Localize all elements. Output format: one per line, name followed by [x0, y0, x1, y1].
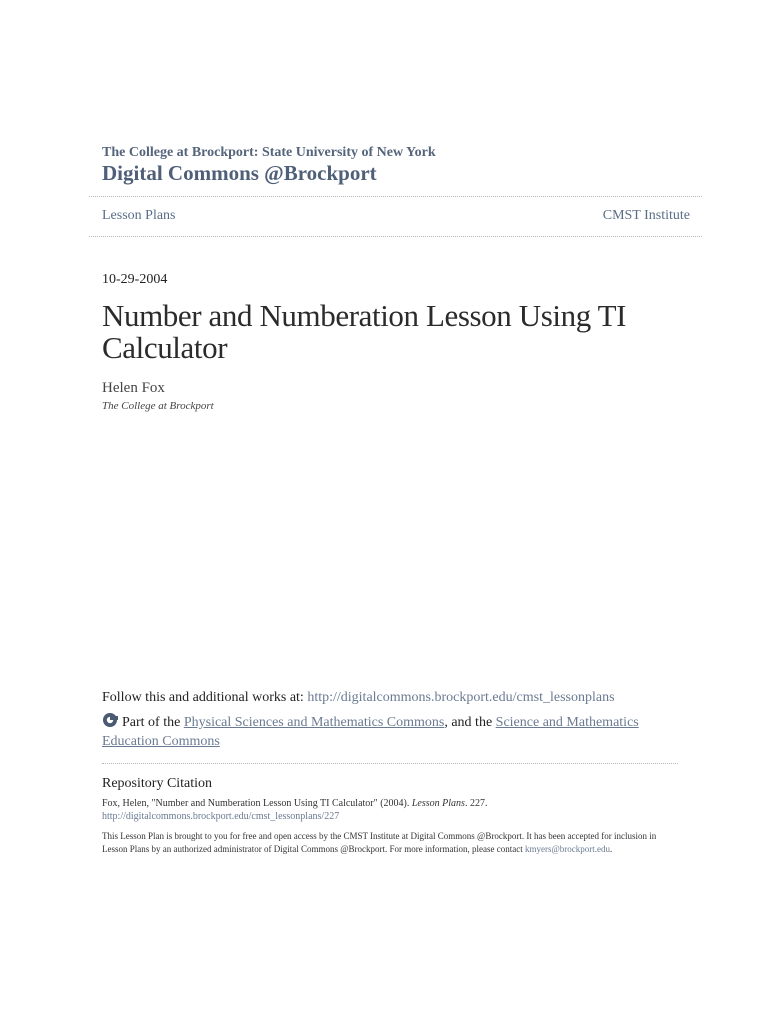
citation-series: Lesson Plans	[411, 798, 465, 809]
part-of-line	[102, 712, 662, 751]
access-notice	[102, 830, 682, 856]
publication-date: 10-29-2004	[102, 272, 168, 287]
repository-link[interactable]: Digital Commons @Brockport	[102, 161, 377, 185]
physical-sciences-commons-link[interactable]: Physical Sciences and Mathematics Commons	[183, 715, 445, 730]
citation-heading: Repository Citation	[102, 776, 213, 791]
contact-email-link[interactable]: kmyers@brockport.edu	[524, 844, 610, 854]
part-of-middle: , and the	[444, 715, 496, 730]
document-title: Number and Numberation Lesson Using TI Calculator	[102, 298, 627, 365]
series-link-cmst-institute[interactable]: CMST Institute	[602, 208, 690, 223]
divider-top	[89, 196, 702, 197]
collection-url-link[interactable]: http://digitalcommons.brockport.edu/cmst_lessonplans	[307, 690, 615, 705]
citation-block	[102, 797, 682, 823]
citation-url-link[interactable]: http://digitalcommons.brockport.edu/cmst_lessonplans/227	[102, 811, 340, 822]
notice-text: This Lesson Plan is brought to you for free and open access by the CMST Institute at Digital Commons @Brockport. It has been accepted for inclusion in Lesson Plans by an authorized administrator of Digital Commons @Brockport. For more information, please contact	[102, 831, 657, 854]
citation-text: Fox, Helen, "Number and Numberation Lesson Using TI Calculator" (2004).	[102, 798, 412, 809]
series-link-lesson-plans[interactable]: Lesson Plans	[102, 208, 176, 223]
institution-name: The College at Brockport: State University of New York	[102, 145, 436, 160]
citation-number: . 227.	[464, 798, 488, 809]
science-math-education-commons-link[interactable]: Science and Mathematics Education Commons	[102, 715, 639, 749]
divider-bottom	[89, 236, 702, 237]
author-affiliation: The College at Brockport	[102, 400, 214, 412]
follow-prefix: Follow this and additional works at:	[102, 690, 308, 705]
divider-citation	[102, 763, 678, 764]
part-of-prefix: Part of the	[122, 715, 184, 730]
notice-end: .	[609, 844, 613, 854]
author-name: Helen Fox	[102, 380, 165, 396]
creative-commons-icon	[102, 712, 118, 728]
follow-line	[102, 690, 615, 706]
